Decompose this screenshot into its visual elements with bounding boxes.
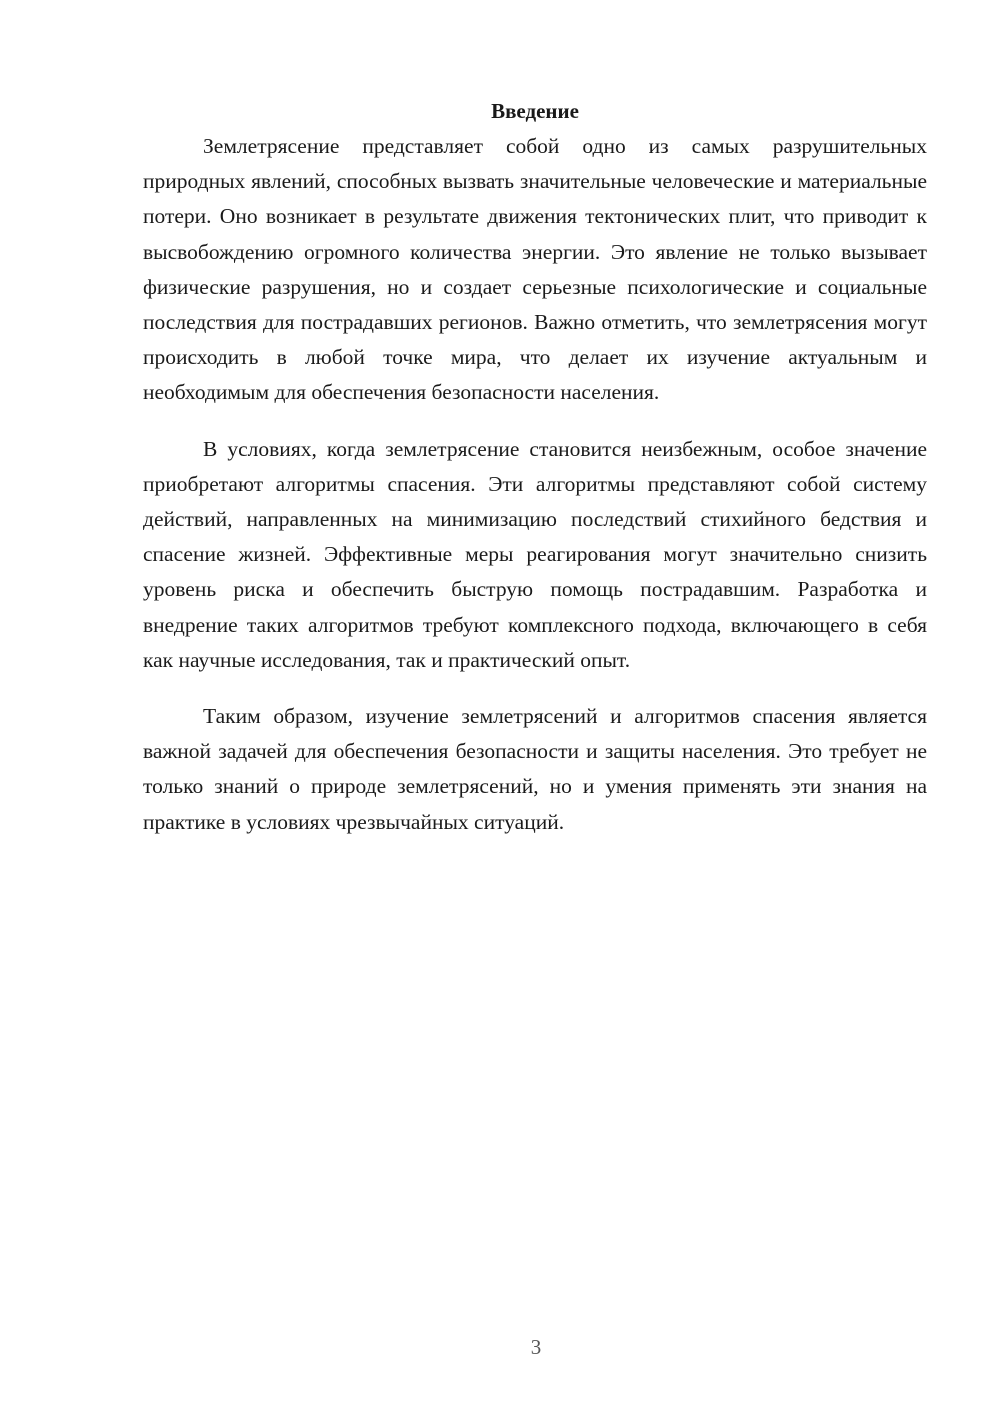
paragraph-3: Таким образом, изучение землетрясений и алгоритмов спасения является важной задачей для обеспечения безопасности и защиты населения. Это требует не только знаний о природе землетрясений, но и умения применять эти знания на практике в условиях чрезвычайных ситуаций. — [143, 704, 927, 834]
paragraph-1: Землетрясение представляет собой одно из самых разрушительных природных явлений, способных вызвать значительные человеческие и материальные потери. Оно возникает в результате движения тектонических плит, что приводит к высвобождению огромного количества энергии. Это явление не только вызывает физические разрушения, но и создает серьезные психологические и социальные последствия для пострадавших регионов. Важно отметить, что землетрясения могут происходить в любой точке мира, что делает их изучение актуальным и необходимым для обеспечения безопасности населения. — [143, 134, 927, 405]
page-number: 3 — [530, 1335, 542, 1359]
page-content — [143, 94, 927, 861]
paragraph-2: В условиях, когда землетрясение становится неизбежным, особое значение приобретают алгоритмы спасения. Эти алгоритмы представляют собой систему действий, направленных на минимизацию последствий стихийного бедствия и спасение жизней. Эффективные меры реагирования могут значительно снизить уровень риска и обеспечить быструю помощь пострадавшим. Разработка и внедрение таких алгоритмов требуют комплексного подхода, включающего в себя как научные исследования, так и практический опыт. — [143, 436, 927, 672]
section-heading: Введение — [491, 99, 579, 123]
